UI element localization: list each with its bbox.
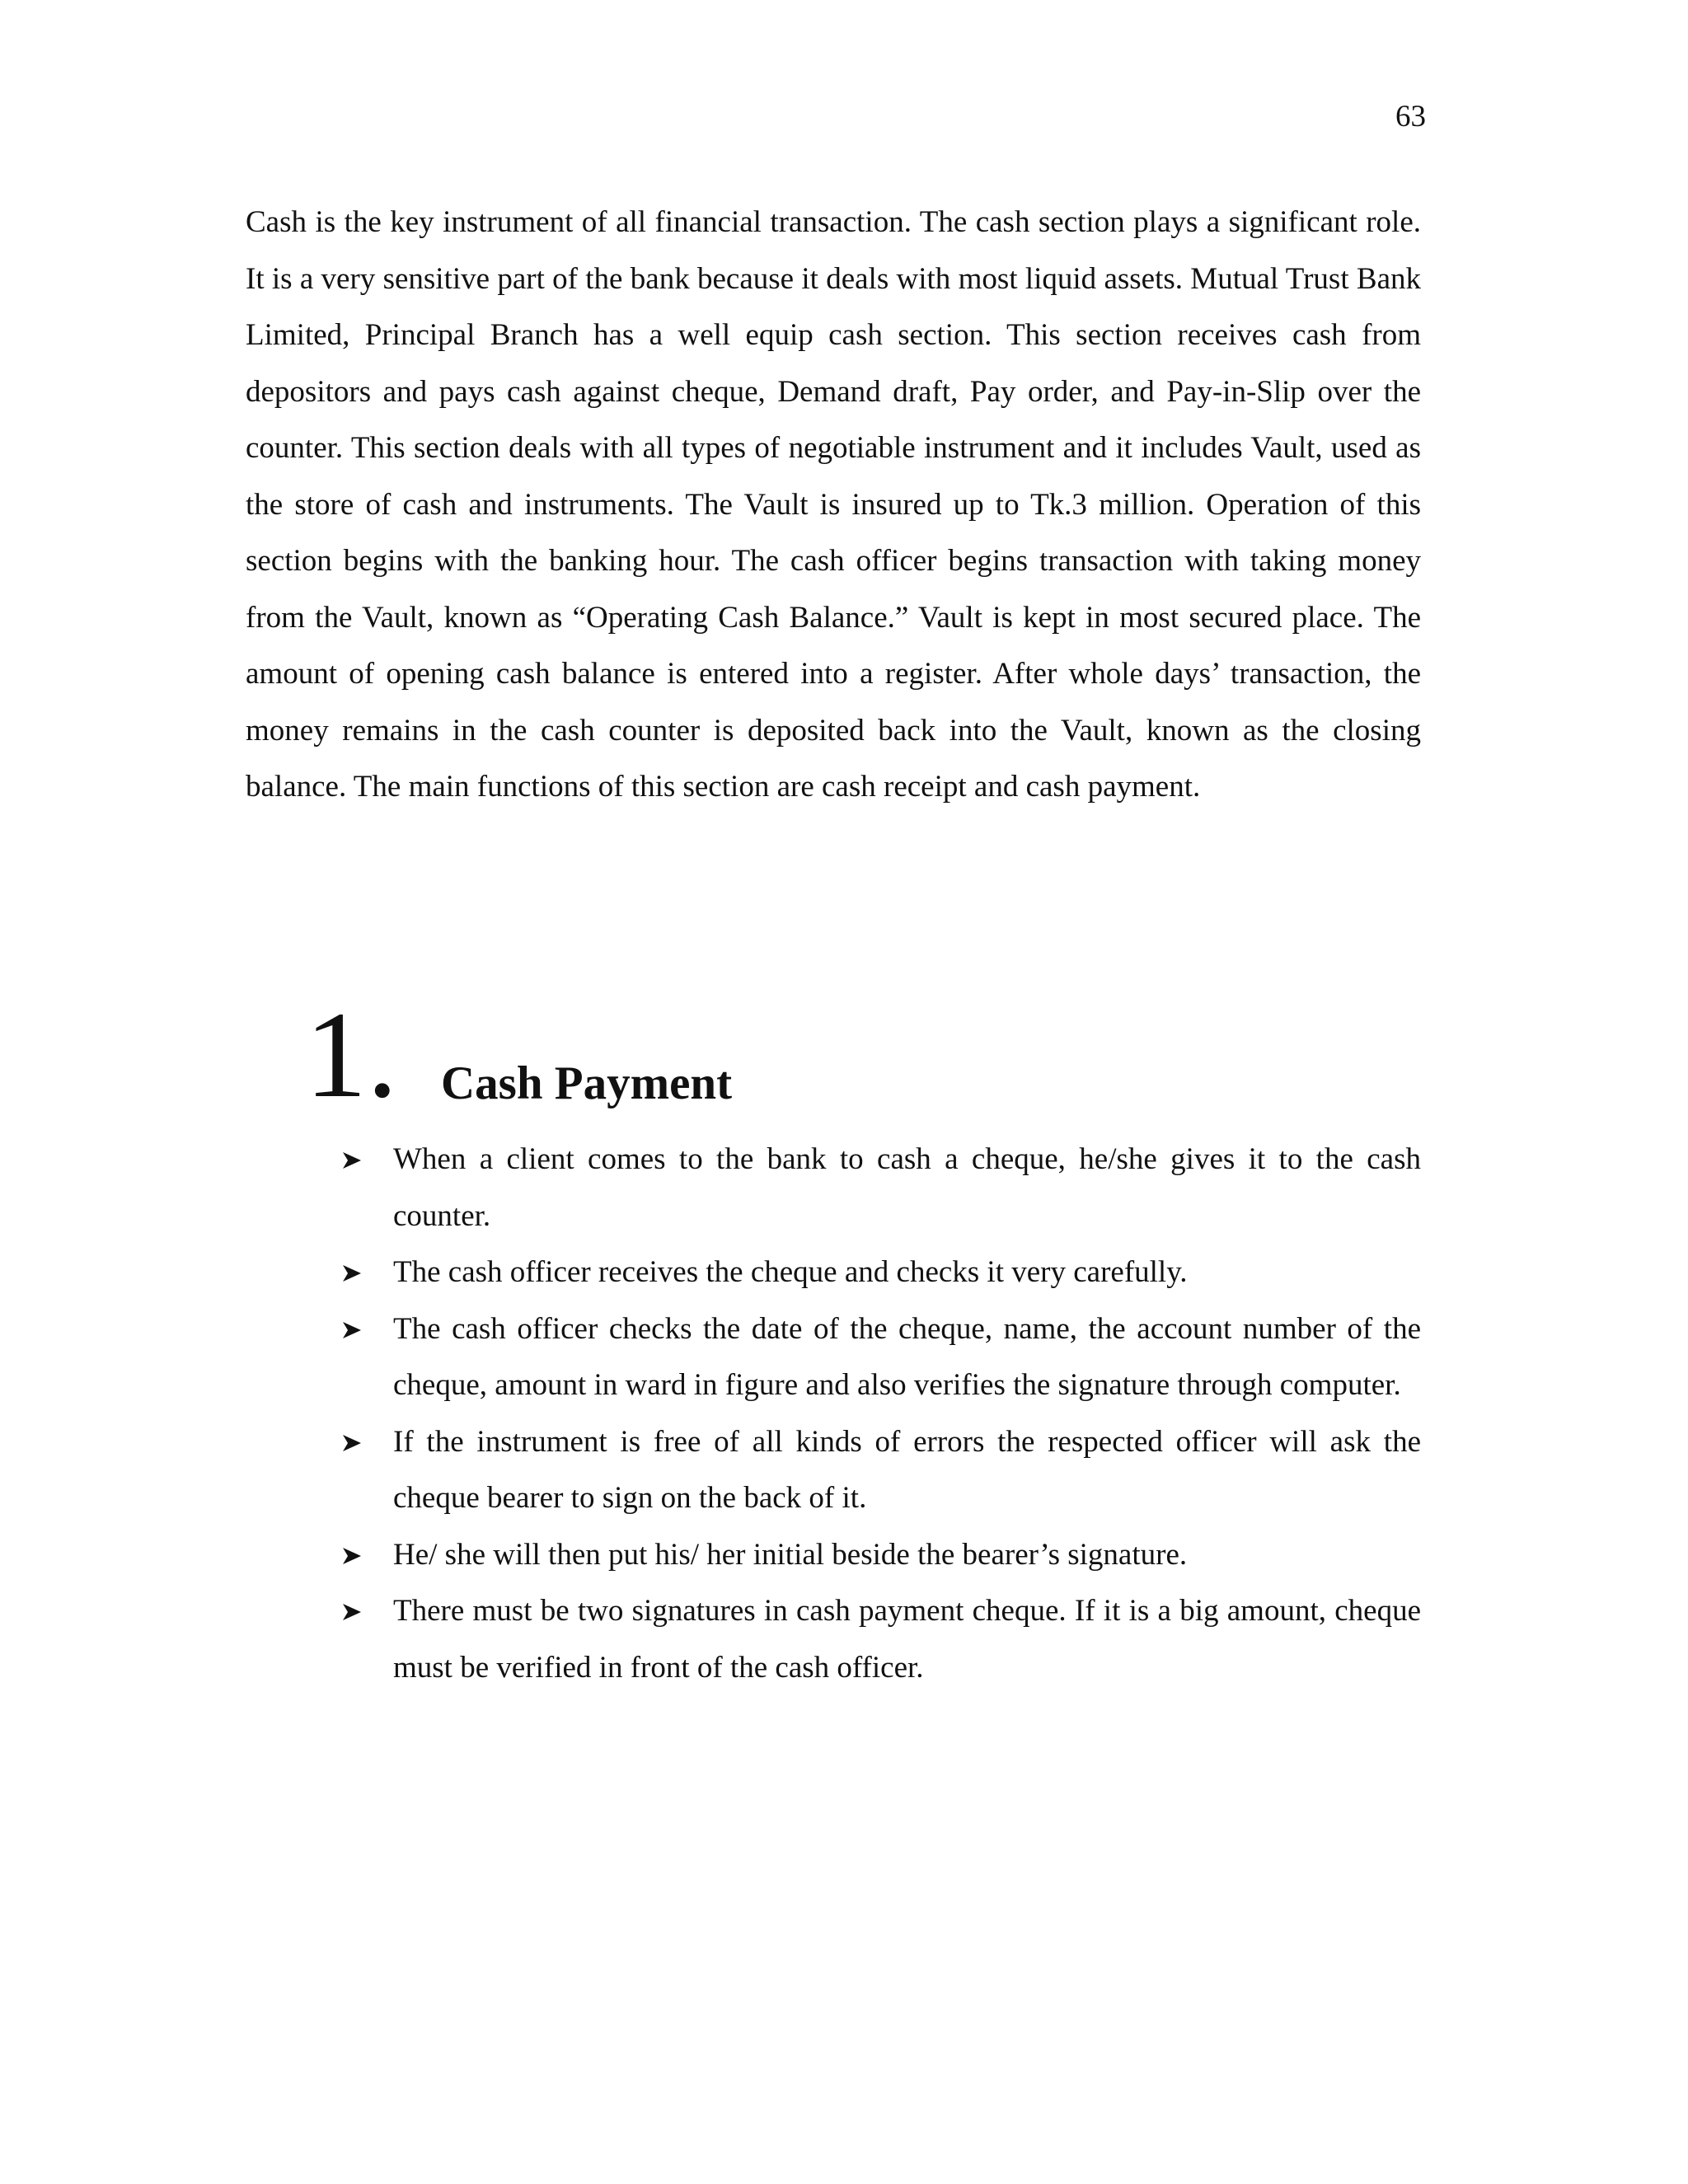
bullet-item <box>342 1583 1421 1696</box>
intro-paragraph: Cash is the key instrument of all financial transaction. The cash section plays a significant role. It is a very sensitive part of the bank because it deals with most liquid assets. Mutual Trust Bank Limited, Principal Branch has a well equip cash section. This section receives cash from depositors and pays cash against cheque, Demand draft, Pay order, and Pay-in-Slip over the counter. This section deals with all types of negotiable instrument and it includes Vault, used as the store of cash and instruments. The Vault is insured up to Tk.3 million. Operation of this section begins with the banking hour. The cash officer begins transaction with taking money from the Vault, known as “Operating Cash Balance.” Vault is kept in most secured place. The amount of opening cash balance is entered into a register. After whole days’ transaction, the money remains in the cash counter is deposited back into the Vault, known as the closing balance. The main functions of this section are cash receipt and cash payment. <box>246 205 1421 804</box>
bullet-list <box>342 1132 1421 1696</box>
section-title: Cash Payment <box>441 1057 733 1109</box>
bullet-item <box>342 1132 1421 1244</box>
arrowhead-bullet-icon <box>342 1434 362 1452</box>
bullet-item <box>342 1527 1421 1584</box>
bullet-item <box>342 1244 1421 1301</box>
bullet-text: When a client comes to the bank to cash a cheque, he/she gives it to the cash counter. <box>393 1142 1421 1233</box>
arrowhead-bullet-icon <box>342 1264 362 1282</box>
bullet-text: He/ she will then put his/ her initial beside the bearer’s signature. <box>393 1537 1188 1572</box>
bullet-text: If the instrument is free of all kinds of errors the respected officer will ask the cheque bearer to sign on the back of it. <box>393 1424 1421 1515</box>
arrowhead-bullet-icon <box>342 1603 362 1621</box>
arrowhead-bullet-icon <box>342 1151 362 1169</box>
bullet-text: The cash officer receives the cheque and checks it very carefully. <box>393 1255 1188 1289</box>
section-heading <box>305 987 1376 1125</box>
page-number: 63 <box>1395 100 1426 134</box>
bullet-text: The cash officer checks the date of the cheque, name, the account number of the cheque, amount in ward in figure and also verifies the signature through computer. <box>393 1311 1421 1402</box>
bullet-text: There must be two signatures in cash payment cheque. If it is a big amount, cheque must be verified in front of the cash officer. <box>393 1594 1421 1685</box>
arrowhead-bullet-icon <box>342 1321 362 1339</box>
bullet-item <box>342 1301 1421 1414</box>
bullet-item <box>342 1414 1421 1527</box>
section-number: 1. <box>305 987 398 1123</box>
arrowhead-bullet-icon <box>342 1547 362 1565</box>
